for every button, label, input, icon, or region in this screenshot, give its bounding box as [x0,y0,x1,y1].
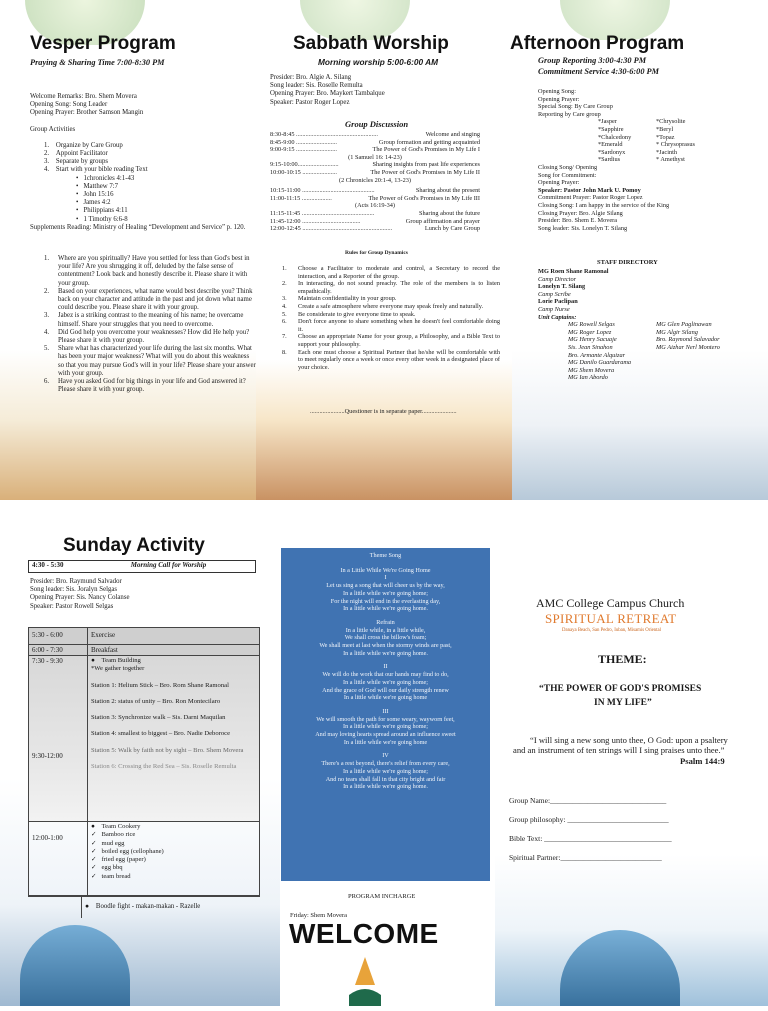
verse-line: In a little while we're going home [343,694,428,702]
verse-reference: Psalm 144:9 [680,756,725,766]
activity-line: Station 3: Synchronize walk – Sis. Darni Maquilan [91,714,226,722]
theme-song-title: In a Little While We're Going Home [340,566,431,574]
verse-line: In a little while we're going home. [343,605,428,613]
table-row [29,628,259,645]
care-group: * Chrysoprasus [656,141,696,149]
captain-name: MG Henry Sacuaje [568,336,617,344]
program-line: Song leader: Sis. Lonelyn T. Silang [538,224,628,232]
program-line: Closing Song: I am happy in the service of the King [538,201,670,209]
captain-name: Bro. Raymond Salavador [656,336,720,344]
captain-name: Bro. Armante Alquizar [568,351,626,359]
sabbath-schedule [270,131,480,233]
sabbath-subtitle: Morning worship 5:00-6:00 AM [318,57,439,67]
schedule-row: 8:30-8:45 .................................................... Welcome and singing [270,131,480,138]
morning-call-label: Morning Call for Worship [130,561,207,569]
speaker-line: Speaker: Pastor John Mark U. Pomoy [538,186,641,194]
sunday-title: Sunday Activity [63,535,205,556]
rules-label: Rules for Group Dynamics [345,250,408,256]
rule-item: 5. Be considerate to give everyone time to speak. [282,310,416,318]
captain-name: MG Danilo Guardarama [568,359,632,367]
verse-number: I [384,574,387,582]
schedule-row: (2 Chronicles 20:1-4, 13-23) [338,176,412,184]
verse-line: In a little while we're going home. [343,783,428,791]
verse-line: In a little while we're going home; [343,589,428,597]
verse-line: In a little while we're going home [343,738,428,746]
program-incharge-line: Friday: Shem Movera [290,912,348,919]
care-group: *Emerald [598,141,623,149]
activity-line [91,722,243,730]
officer-line: Opening Prayer: Sis. Nancy Colanse [30,594,130,602]
schedule-row: 8:45-9:00 .......................... Group formation and getting acquainted [270,138,480,146]
sabbath-officers [270,74,500,107]
verse-line-2: and an instrument of ten strings will I sing praises unto thee.” [513,745,725,755]
bible-text: • 1 Timothy 6:6-8 [76,215,128,223]
verse-line: Let us sing a song that will cheer us by the way, [326,582,445,590]
afternoon-items [538,88,766,232]
verse-line: And the grace of God will our daily strength renew [322,686,449,694]
sunday-schedule-table [28,627,260,910]
care-group: *Jacinth [656,148,677,156]
church-logo-icon [345,955,385,1006]
care-groups [538,118,766,164]
officer-line: Speaker: Pastor Rowell Selgas [30,602,114,610]
morning-call-time: 4:30 - 5:30 [32,561,64,569]
rules-list [282,265,500,371]
staff-name: Lonelyn T. Silang [538,283,586,291]
schedule-row: 12:00-12:45 ......................................................... Lunch by Care Group [270,225,480,233]
program-line: Opening Song: [538,88,576,95]
care-group: *Chrysolite [656,118,686,126]
schedule-row: (Acts 16:19-34) [354,202,396,210]
row-activity [88,822,167,895]
boodle-line: ● Boodle fight - makan-makan - Razelle [85,903,201,910]
activity-line: ✓ fried egg (paper) [91,856,146,864]
row-time: 6:00 - 7:30 [29,645,88,655]
schedule-row: 9:15-10:00.......................... Sharing insights from past life experiences [270,161,480,169]
staff-role: Camp Director [538,275,577,283]
program-line: Closing Prayer: Bro. Algie Silang [538,209,623,217]
verse-line: And no tears shall fall in that city bright and fair [325,775,446,783]
care-group: *Sardonyx [598,148,626,156]
vesper-subtitle: Praying & Sharing Time 7:00-8:30 PM [30,58,165,67]
verse-line: We shall meet at last when the stormy winds are past, [319,642,452,650]
activity-line: Station 4: smallest to biggest – Bro. Nadie Deboroce [91,730,230,738]
care-group: *Topaz [656,133,675,141]
group-name-field[interactable]: Group Name:_______________________________ [509,796,667,805]
verse-line: In a little while we're going home; [343,678,428,686]
schedule-row: 11:00-11:15 ................... The Power of God's Promises in My Life III [270,194,480,202]
verse-line: In a little while we're going home; [343,723,428,731]
bible-text: • John 15:16 [76,191,114,199]
care-group: * Amethyst [656,156,685,164]
captain-name: MG Ian Abordo [568,374,608,382]
step: 3. Separate by groups [44,158,109,166]
program-line: Opening Prayer: [538,179,580,187]
verse-number: IV [382,752,389,760]
rule-item: 3. Maintain confidentiality in your group. [282,295,397,303]
verse-line: For the night will end in the everlasting day, [330,597,441,605]
officer-line: Song leader: Sis. Joralyn Selgas [30,586,118,594]
morning-call-row [28,560,256,573]
verse-number: Refrain [376,618,395,626]
step: 4. Start with your bible reading Text [44,166,148,174]
care-group: *Sardius [598,156,621,164]
block-time: 9:30-12:00 [32,752,63,760]
activity-line: ● Team Cookery [91,823,141,830]
officer-line: Opening Prayer: Bro. Maykert Tambalque [270,90,385,98]
captain-name: MG Algir Silang [656,328,698,336]
afternoon-subtitle-2: Commitment Service 4:30-6:00 PM [538,67,659,76]
group-philosophy-field[interactable]: Group philosophy: ___________________________ [509,815,669,824]
table-row [29,645,259,656]
sabbath-title: Sabbath Worship [293,33,449,54]
verse-line: In a little while, in a little while, [345,626,426,634]
rule-item: 4. Create a safe atmosphere where everyone may speak freely and naturally. [282,302,484,310]
row-activity: Exercise [91,631,116,639]
bible-text: • James 4:2 [76,199,111,207]
theme-line-1: “THE POWER OF GOD'S PROMISES [539,684,702,694]
question: 1. Where are you spiritually? Have you settled for less than God's best in your life? Are you shrugging it off, deluded by the false sense of contentment? Look back and honestly describe it. Please share it with your group. [44,255,250,287]
verse-line: In a little while we're going home. [343,649,428,657]
row-activity [88,656,246,821]
row-time: 12:00-1:00 [29,822,88,895]
table-row [29,656,259,822]
verse-number: II [383,663,388,671]
program-incharge-label: PROGRAM INCHARGE [348,893,416,900]
staff-directory [538,268,766,382]
rule-item: 1. Choose a Facilitator to moderate and control, a Secretary to record the interaction, and a Reporter of the group. [282,265,500,280]
officer-line: Song leader: Sis. Roselle Remulta [270,82,363,90]
staff-name: MG Roen Shane Ramonal [538,268,609,275]
question: 3. Jabez is a striking contrast to the meaning of his name; he overcame himself. Share your struggles that you need to overcome. [44,312,244,328]
activity-line: Station 1: Helium Stick – Bro. Rom Shane Ramonal [91,681,229,689]
group-activities-label: Group Activities [30,125,76,133]
rule-item: 7. Choose an appropriate Name for your group, a Philosophy, and a Bible Text to support your philosophy. [282,333,500,348]
question: 2. Based on your experiences, what name would best describe you? Think back on your character and attitude in the past and jot down what name could describe you. Please share it with your group. [44,287,253,312]
verse-line: We will smooth the path for some weary, wayworn feet, [316,715,455,723]
unit-captains-label: Unit Captains: [538,313,577,321]
intro-line: Welcome Remarks: Bro. Shem Movera [30,93,137,100]
vesper-intro [30,93,250,232]
afternoon-title: Afternoon Program [510,33,685,54]
staff-role: Camp Nurse [538,305,570,313]
bible-text-field[interactable]: Bible Text: __________________________________ [509,834,672,843]
care-group: *Jasper [598,118,617,126]
rule-item: 8. Each one must choose a Spiritual Partner that he/she will be comfortable with to meet regularly once a week or once every other week in a designated place of your choice. [282,348,500,371]
bible-text: • Matthew 7:7 [76,182,119,190]
question: 6. Have you asked God for big things in your life and God answered it? Please share it with your group. [44,378,246,394]
intro-line: Opening Song: Song Leader [30,101,108,109]
schedule-row: (1 Samuel 16: 14-23) [348,153,402,161]
table-row [29,896,259,918]
activity-line: Station 5: Walk by faith not by sight – Bro. Shem Movera [91,746,244,754]
theme-label: THEME: [598,652,647,666]
activity-line [91,706,243,714]
block-time: 7:30 - 9:30 [32,657,63,665]
activity-line [91,690,243,698]
schedule-row: 10:15-11:00 .............................................. Sharing about the present [270,187,480,195]
bible-text: • Philippians 4:11 [76,207,128,215]
activity-line: *We gather together [91,665,145,673]
captain-name: MG Aizhar Nerl Montero [656,343,720,351]
rule-item: 6. Don't force anyone to share something when he doesn't feel comfortable doing it. [282,318,500,333]
questioner-note: ......................Questioner is in separate paper...................... [310,408,457,415]
care-group: *Sapphire [598,125,624,133]
question: 4. Did God help you overcome your weaknesses? How did He help you? Please share it with your group. [44,328,250,345]
schedule-row: 11:45-12:00 ..................................... Group affirmation and prayer [270,217,480,225]
care-group: *Chalcedony [598,133,632,141]
program-line: Song for Commitment: [538,171,597,179]
spiritual-partner-field[interactable]: Spiritual Partner:___________________________ [509,853,662,862]
afternoon-subtitle-1: Group Reporting 3:00-4:30 PM [538,56,647,65]
vesper-questions [44,255,256,394]
program-line: Opening Prayer: [538,95,580,103]
program-line: Special Song: By Care Group [538,103,613,111]
activity-line: Station 6: Crossing the Red Sea – Sis. Roselle Remulta [91,763,237,771]
supplement-reading: Supplements Reading: Ministry of Healing “Development and Service” p. 120. [30,223,246,231]
theme-song-heading: Theme Song [369,552,402,559]
top-left-background [0,0,256,500]
captains [538,321,766,382]
theme-song-panel [281,548,490,881]
program-line: Closing Song/ Opening [538,163,598,171]
intro-line: Opening Prayer: Brother Samson Mangin [30,109,144,117]
activity-line: ✓ mud egg [91,839,125,847]
schedule-row: 11:15-11:45 .............................................. Sharing about the future [270,209,480,217]
activity-line: ● Team Building [91,657,141,664]
captain-name: MG Glen Paglinawan [656,321,712,329]
rule-item: 2. In interacting, do not sound preachy. The role of the members is to listen empathically. [282,280,500,295]
captain-name: MG Rowell Selgas [568,321,615,329]
activity-line: ✓ egg bbq [91,864,123,872]
activity-line [91,739,243,747]
verse-line-1: “I will sing a new song unto thee, O God: upon a psaltery [530,735,728,745]
sunday-officers [30,578,256,611]
question: 5. Share what has characterized your life during the last six months. What has been your major weakness? What will you do about this weakness so that you may pursue God's will in your life? Please share your answer with your group. [44,345,256,377]
captain-name: MG Shem Movera [568,366,615,374]
program-line: Reporting by Care group [538,110,601,118]
row-time [29,656,88,821]
retreat-title: SPIRITUAL RETREAT [545,611,677,626]
welcome-banner: WELCOME [289,918,439,949]
officer-line: Presider: Bro. Algie A. Silang [270,74,352,81]
verse-line: We will do the work that our hands may find to do, [322,671,449,679]
verse-line: And may loving hearts spread around an influence sweet [315,731,456,739]
activity-line: Station 2: status of unity – Bro. Ron Montecilaro [91,697,221,705]
verse-line: There's a rest beyond, there's relief from every care, [321,760,450,768]
staff-directory-label: STAFF DIRECTORY [597,259,658,266]
activity-line: ✓ boiled egg (cellophane) [91,847,164,855]
group-discussion-label: Group Discussion [345,119,409,129]
row-activity: Breakfast [91,646,118,654]
officer-line: Presider: Bro. Raymund Salvador [30,578,122,585]
activity-line [91,674,243,682]
church-name: AMC College Campus Church [536,596,685,610]
care-group: *Beryl [656,125,674,133]
retreat-location: Danaya Beach, San Pedro, Iuban, Misamis Oriental [562,628,661,633]
activity-line [91,755,243,763]
schedule-row: 10:00-10:15 ...................... The Power of God's Promises in My Life II [270,168,480,176]
activity-line: ✓ team bread [91,872,131,880]
theme-line-2: IN MY LIFE” [594,698,652,708]
program-line: Presider: Bro. Shem E. Movera [538,217,618,225]
row-time: 5:30 - 6:00 [29,628,88,644]
captain-name: Sis. Jean Sinahon [568,343,613,351]
table-row [29,822,259,896]
verse-number: III [382,707,389,715]
step: 2. Appoint Facilitator [44,150,108,158]
bible-text: • 1chronicles 4:1-43 [76,174,135,182]
schedule-row: 9:00-9:15 .......................... The Power of God's Promises in My Life I [270,146,480,154]
verse-line: We shall cross the billow's foam; [344,634,427,642]
step: 1. Organize by Care Group [44,141,123,149]
verse-line: In a little while we're going home; [343,767,428,775]
program-line: Commitment Prayer: Pastor Roger Lopez [538,194,643,202]
officer-line: Speaker: Pastor Roger Lopez [270,98,350,106]
captain-name: MG Roger Lopez [568,328,612,336]
staff-role: Camp Scribe [538,290,571,298]
activity-line: ✓ Bamboo rice [91,831,136,839]
staff-name: Lorie Paclipan [538,298,578,306]
vesper-title: Vesper Program [30,33,176,54]
